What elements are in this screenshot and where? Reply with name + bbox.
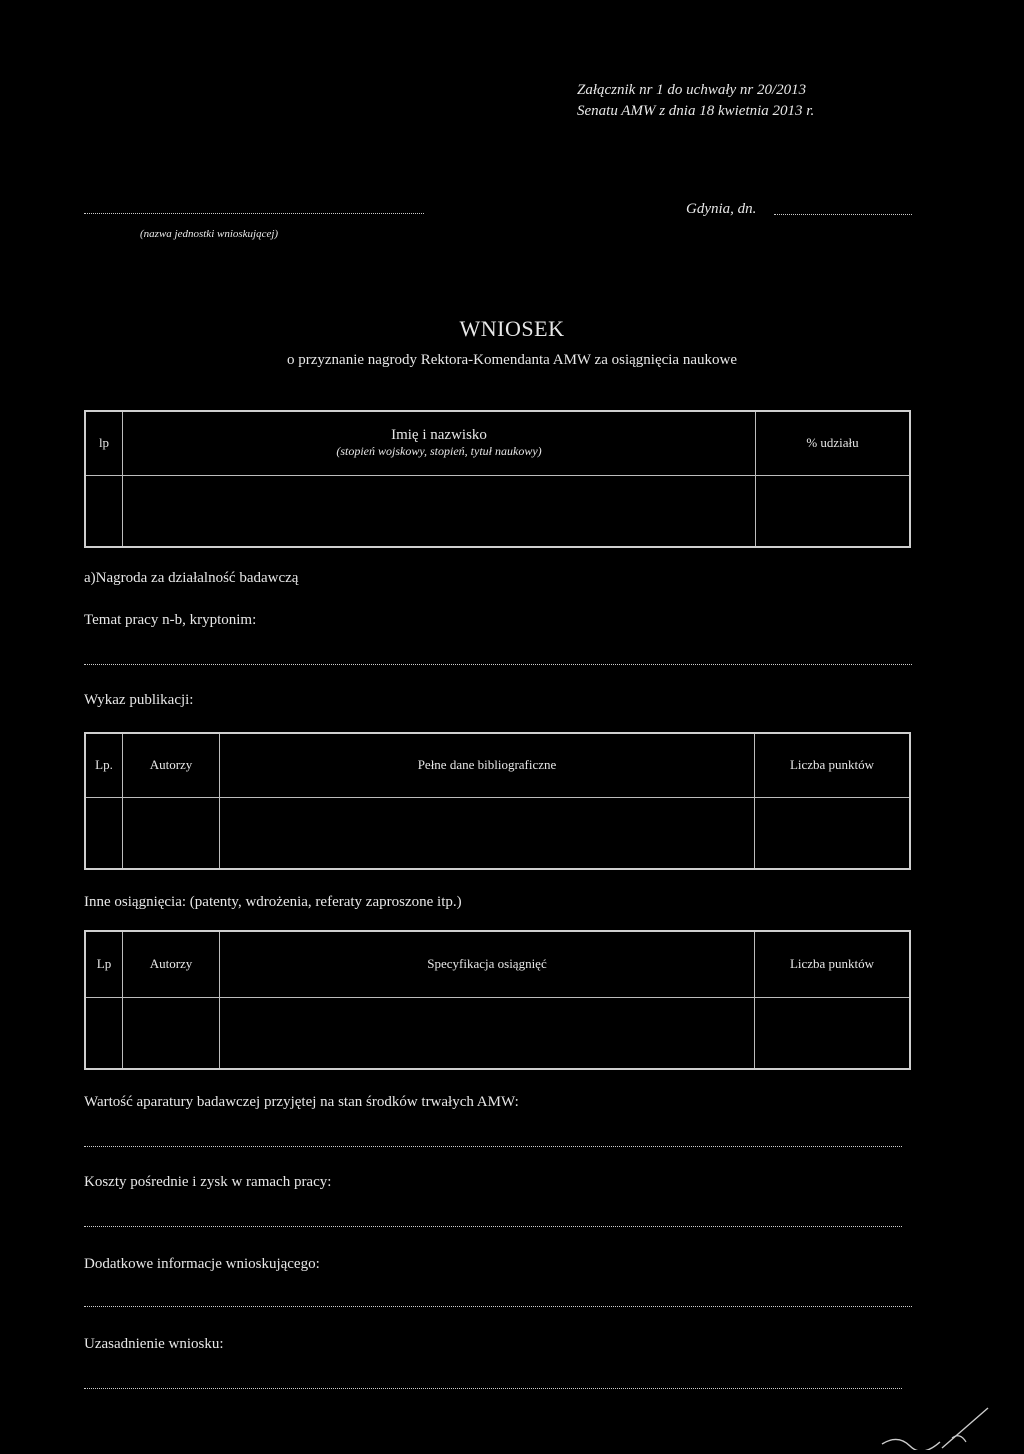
publications-table-header (85, 733, 910, 797)
costs-line[interactable] (84, 1226, 902, 1227)
publications-label: Wykaz publikacji: (84, 692, 194, 708)
publications-table (84, 732, 911, 870)
col-points: Liczba punktów (755, 733, 911, 797)
justification-label: Uzasadnienie wniosku: (84, 1336, 224, 1352)
col-lp: Lp (85, 931, 123, 997)
section-a-heading: a)Nagroda za działalność badawczą (84, 570, 299, 586)
signature-scribble (880, 1404, 990, 1450)
cell-name[interactable] (123, 475, 756, 547)
additional-info-label: Dodatkowe informacje wnioskującego: (84, 1256, 320, 1272)
topic-label: Temat pracy n-b, kryptonim: (84, 612, 257, 628)
col-authors: Autorzy (123, 733, 220, 797)
other-achievements-label: Inne osiągnięcia: (patenty, wdrożenia, referaty zaproszone itp.) (84, 894, 462, 910)
additional-info-line[interactable] (84, 1306, 912, 1307)
col-lp: lp (85, 411, 123, 475)
col-points: Liczba punktów (755, 931, 911, 997)
unit-name-line[interactable] (84, 213, 424, 214)
document-title: WNIOSEK (459, 316, 565, 341)
cell-lp[interactable] (85, 475, 123, 547)
col-bibliography: Pełne dane bibliograficzne (220, 733, 755, 797)
unit-name-caption: (nazwa jednostki wnioskującej) (140, 228, 279, 240)
col-name-line-1: Imię i nazwisko (391, 427, 487, 444)
cell-lp[interactable] (85, 797, 123, 869)
publications-table-row (85, 797, 910, 869)
col-lp: Lp. (85, 733, 123, 797)
date-field-line[interactable] (774, 214, 912, 215)
other-table-header (85, 931, 910, 997)
applicant-table-row (85, 475, 910, 547)
place-date-label: Gdynia, dn. (686, 201, 757, 217)
cell-points[interactable] (755, 997, 911, 1069)
attachment-header (577, 80, 814, 122)
cell-points[interactable] (755, 797, 911, 869)
document-subtitle: o przyznanie nagrody Rektora-Komendanta AMW za osiągnięcia naukowe (287, 352, 737, 368)
justification-line[interactable] (84, 1388, 902, 1389)
cell-lp[interactable] (85, 997, 123, 1069)
equipment-value-line[interactable] (84, 1146, 902, 1147)
col-name (123, 411, 756, 475)
cell-bibliography[interactable] (220, 797, 755, 869)
col-name-line-2: (stopień wojskowy, stopień, tytuł naukowy) (336, 444, 542, 459)
cell-share[interactable] (756, 475, 911, 547)
topic-field-line[interactable] (84, 664, 912, 665)
cell-authors[interactable] (123, 997, 220, 1069)
attachment-line-1: Załącznik nr 1 do uchwały nr 20/2013 (577, 82, 807, 98)
equipment-value-label: Wartość aparatury badawczej przyjętej na stan środków trwałych AMW: (84, 1094, 519, 1110)
cell-specification[interactable] (220, 997, 755, 1069)
costs-label: Koszty pośrednie i zysk w ramach pracy: (84, 1174, 332, 1190)
other-achievements-table (84, 930, 911, 1070)
col-specification: Specyfikacja osiągnięć (220, 931, 755, 997)
applicant-table-header (85, 411, 910, 475)
applicant-table (84, 410, 911, 548)
other-table-row (85, 997, 910, 1069)
attachment-line-2: Senatu AMW z dnia 18 kwietnia 2013 r. (577, 103, 815, 119)
cell-authors[interactable] (123, 797, 220, 869)
col-share: % udziału (756, 411, 911, 475)
col-authors: Autorzy (123, 931, 220, 997)
